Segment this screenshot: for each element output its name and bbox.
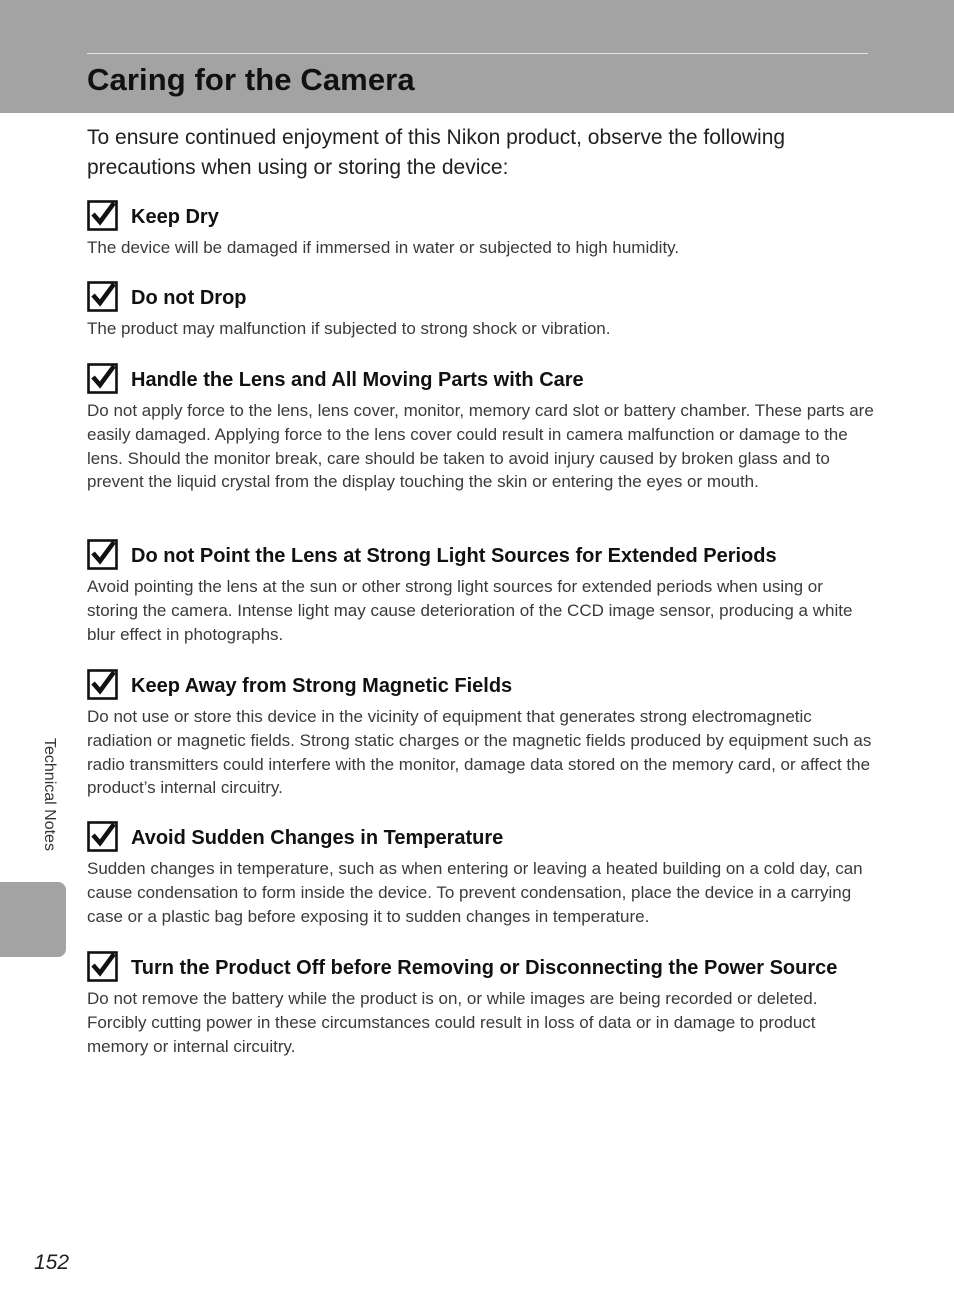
check-icon: [87, 539, 118, 570]
check-icon: [87, 200, 118, 231]
section-power-source: [87, 951, 877, 1058]
section-temperature: [87, 821, 877, 928]
section-do-not-drop: [87, 281, 877, 341]
section-title: Keep Dry: [131, 206, 219, 228]
page-number: 152: [34, 1251, 70, 1274]
section-heading: [87, 363, 877, 399]
section-body: The product may malfunction if subjected to strong shock or vibration.: [87, 319, 611, 338]
section-title: Handle the Lens and All Moving Parts with Care: [131, 369, 584, 391]
side-tab-label: Technical Notes: [41, 738, 58, 851]
page-title: Caring for the Camera: [87, 62, 415, 97]
section-heading: [87, 951, 877, 987]
section-title: Avoid Sudden Changes in Temperature: [131, 827, 504, 849]
section-body: Do not remove the battery while the product is on, or while images are being recorded or deleted. Forcibly cutting power in these circumstances could result in loss of data or in damage to product memory or internal circuitry.: [87, 989, 818, 1056]
side-tab: [0, 882, 66, 957]
section-heading: [87, 200, 877, 236]
check-icon: [87, 951, 118, 982]
intro-paragraph: To ensure continued enjoyment of this Nikon product, observe the following precautions when using or storing the device:: [87, 126, 786, 179]
check-icon: [87, 669, 118, 700]
header-rule: [87, 53, 868, 54]
section-heading: [87, 281, 877, 317]
check-icon: [87, 363, 118, 394]
section-title: Turn the Product Off before Removing or Disconnecting the Power Source: [131, 957, 838, 979]
check-icon: [87, 281, 118, 312]
section-heading: [87, 539, 877, 575]
section-keep-dry: [87, 200, 877, 260]
section-magnetic-fields: [87, 669, 877, 800]
section-handle-lens: [87, 363, 877, 494]
section-body: Avoid pointing the lens at the sun or other strong light sources for extended periods when using or storing the camera. Intense light may cause deterioration of the CCD image sensor, producing a white blur effect in photographs.: [87, 577, 853, 644]
section-body: Do not apply force to the lens, lens cover, monitor, memory card slot or battery chamber. These parts are easily damaged. Applying force to the lens cover could result in camera malfunction or damage to the lens. Should the monitor break, care should be taken to avoid injury caused by broken glass and to prevent the liquid crystal from the display touching the skin or entering the eyes or mouth.: [87, 401, 874, 492]
section-body: The device will be damaged if immersed in water or subjected to high humidity.: [87, 238, 680, 257]
section-title: Keep Away from Strong Magnetic Fields: [131, 675, 513, 697]
section-body: Sudden changes in temperature, such as when entering or leaving a heated building on a cold day, can cause condensation to form inside the device. To prevent condensation, place the device in a carrying case or a plastic bag before exposing it to sudden changes in temperature.: [87, 859, 863, 926]
section-title: Do not Drop: [131, 287, 247, 309]
check-icon: [87, 821, 118, 852]
section-heading: [87, 669, 877, 705]
section-title: Do not Point the Lens at Strong Light Sources for Extended Periods: [131, 545, 777, 567]
section-heading: [87, 821, 877, 857]
section-body: Do not use or store this device in the vicinity of equipment that generates strong electromagnetic radiation or magnetic fields. Strong static charges or the magnetic fields produced by equipment such as radio transmitters could interfere with the monitor, damage data stored on the memory card, or affect the product’s internal circuitry.: [87, 707, 872, 798]
section-strong-light: [87, 539, 877, 646]
